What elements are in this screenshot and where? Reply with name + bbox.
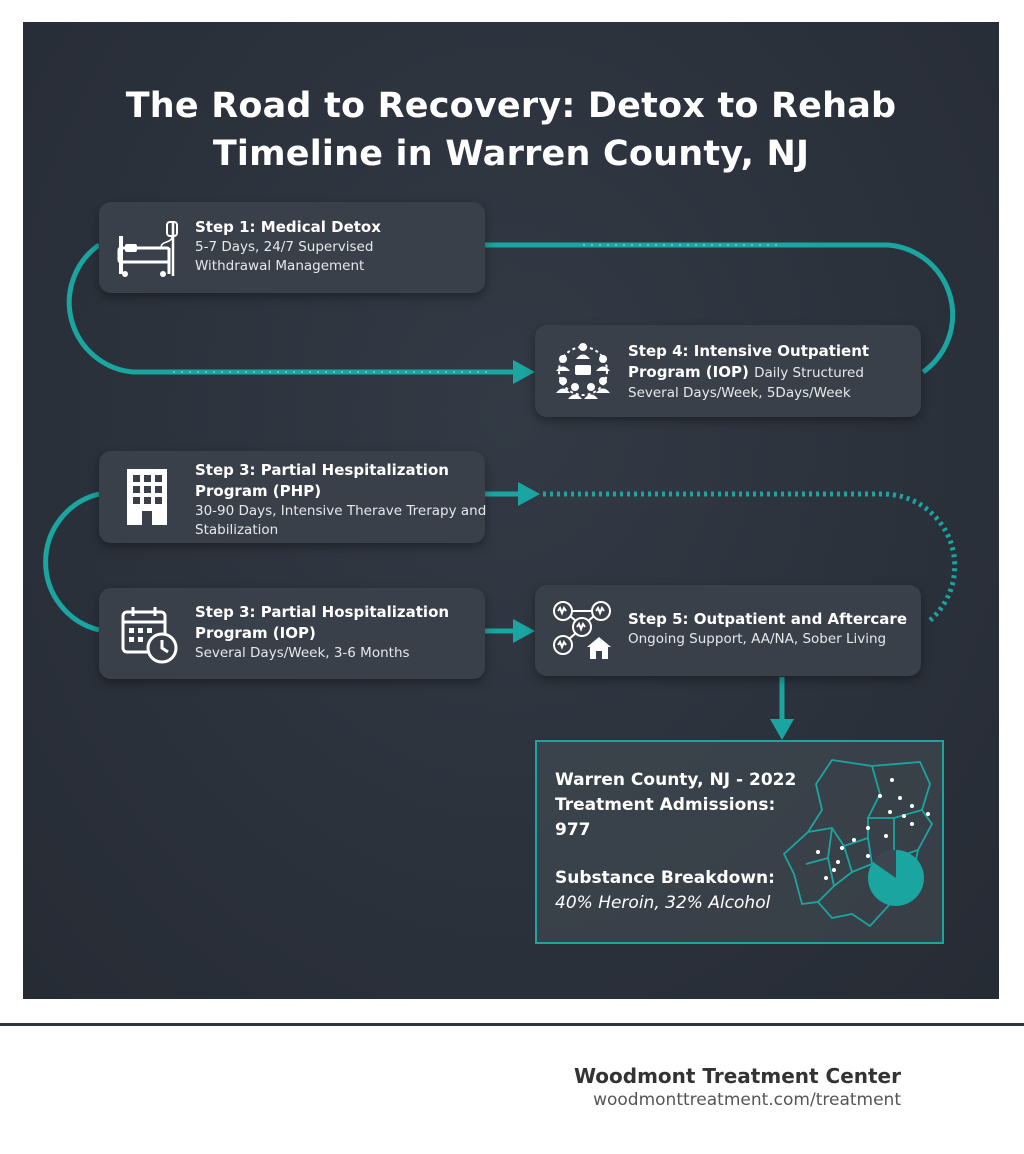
footer-organization-name: Woodmont Treatment Center xyxy=(573,1064,901,1088)
stats-breakdown-label: Substance Breakdown: xyxy=(555,868,775,888)
step-4-desc: Several Days/Week, 5Days/Week xyxy=(628,385,851,401)
calendar-clock-icon xyxy=(119,604,181,666)
county-map-icon xyxy=(772,754,942,932)
support-network-home-icon xyxy=(551,599,613,661)
step-3-php-heading-line-1: Step 3: Partial Hespitalization xyxy=(195,461,449,479)
step-3-iop-card xyxy=(99,588,485,679)
county-stats-box xyxy=(535,740,944,944)
stats-admissions-value: 977 xyxy=(555,820,591,840)
step-1-card xyxy=(99,202,485,293)
arrow-step3-right xyxy=(518,482,540,506)
stats-admissions-label: Treatment Admissions: xyxy=(555,795,776,815)
connector-3-left-loop xyxy=(46,494,99,630)
group-circle-icon xyxy=(551,339,615,403)
step-4-inline-desc: Daily Structured xyxy=(754,365,864,381)
step-5-heading: Step 5: Outpatient and Aftercare xyxy=(628,610,908,628)
step-4-card xyxy=(535,325,921,417)
step-5-desc: Ongoing Support, AA/NA, Sober Living xyxy=(628,631,887,647)
title-line-1: The Road to Recovery: Detox to Rehab xyxy=(125,86,897,126)
step-1-heading: Step 1: Medical Detox xyxy=(195,218,381,236)
step-3-php-desc-line-1: 30-90 Days, Intensive Therave Trerapy and xyxy=(195,503,487,519)
title-line-2: Timeline in Warren County, NJ xyxy=(212,134,810,174)
step-3-php-heading-line-2: Program (PHP) xyxy=(195,482,322,500)
step-1-desc-line-1: 5-7 Days, 24/7 Supervised xyxy=(195,239,374,255)
hospital-bed-iv-icon xyxy=(115,218,181,278)
step-3-php-card xyxy=(99,451,485,543)
footer-divider xyxy=(0,1023,1024,1026)
infographic-panel xyxy=(23,22,999,999)
footer-url: woodmonttreatment.com/treatment xyxy=(593,1090,901,1110)
stats-breakdown-value: 40% Heroin, 32% Alcohol xyxy=(555,893,771,913)
step-1-desc-line-2: Withdrawal Management xyxy=(195,258,365,274)
step-3-iop-desc: Several Days/Week, 3-6 Months xyxy=(195,645,410,661)
step-4-heading-line-1: Step 4: Intensive Outpatient xyxy=(628,342,870,360)
step-5-card xyxy=(535,585,921,676)
arrow-to-step-5 xyxy=(513,619,535,643)
step-4-heading-line-2: Program (IOP) xyxy=(628,363,749,381)
building-icon xyxy=(125,467,169,527)
step-3-iop-heading-line-2: Program (IOP) xyxy=(195,624,316,642)
step-3-iop-heading-line-1: Step 3: Partial Hospitalization xyxy=(195,603,450,621)
arrow-to-step-4 xyxy=(513,360,535,384)
arrow-to-stats xyxy=(770,719,794,740)
step-3-php-desc-line-2: Stabilization xyxy=(195,522,279,538)
stats-county-year: Warren County, NJ - 2022 xyxy=(555,770,797,790)
